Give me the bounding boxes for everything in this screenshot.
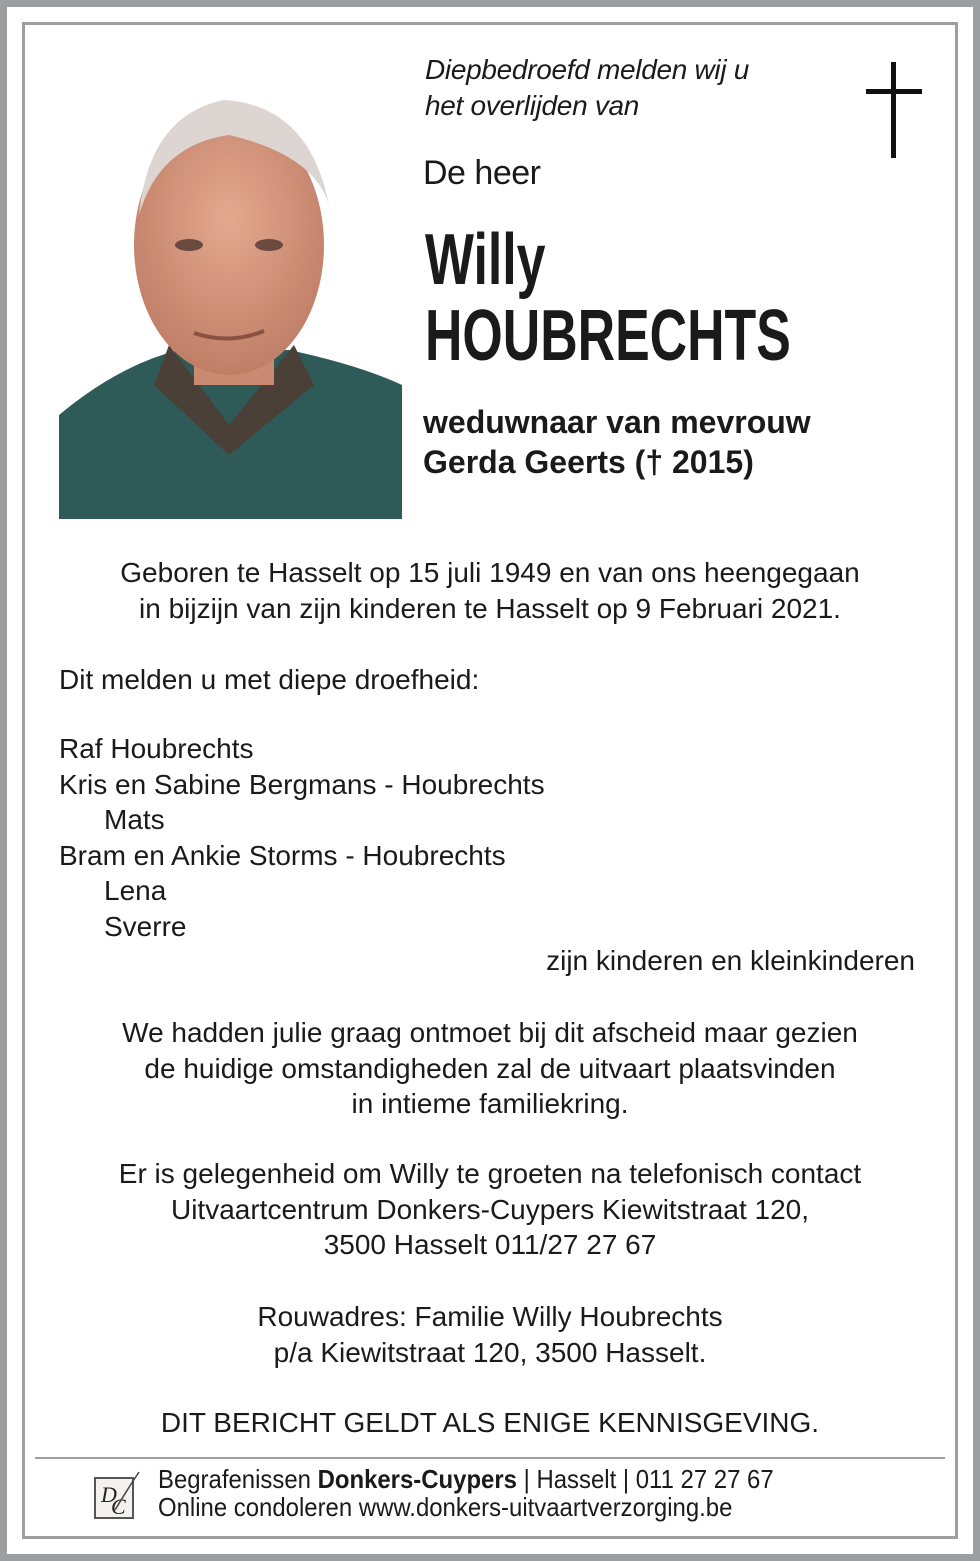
- widower-text: [423, 402, 811, 482]
- family-member: Sverre: [104, 910, 187, 942]
- footer-website: Online condoleren www.donkers-uitvaartverzorging.be: [158, 1492, 733, 1522]
- visit-line: 3500 Hasselt 011/27 27 67: [323, 1229, 657, 1260]
- birth-line: Geboren te Hasselt op 15 juli 1949 en van ons heengegaan: [120, 557, 860, 588]
- family-member: Kris en Sabine Bergmans - Houbrechts: [59, 768, 545, 800]
- visit-text: [22, 1156, 958, 1263]
- funeral-home-logo: [93, 1470, 143, 1522]
- ceremony-line: de huidige omstandigheden zal de uitvaart plaatsvinden: [144, 1052, 836, 1084]
- first-name: Willy: [425, 220, 546, 300]
- footer-contact: | Hasselt | 011 27 27 67: [516, 1464, 774, 1494]
- portrait-photo: [59, 95, 402, 519]
- ceremony-line: We hadden julie graag ontmoet bij dit afscheid maar gezien: [122, 1017, 858, 1048]
- widower-line: Gerda Geerts († 2015): [423, 444, 754, 480]
- family-list: [59, 731, 545, 944]
- footer-text: [158, 1465, 774, 1521]
- svg-text:D: D: [101, 1482, 117, 1507]
- address-line: Rouwadres: Familie Willy Houbrechts: [257, 1301, 723, 1332]
- footer-prefix: Begrafenissen: [158, 1464, 318, 1494]
- family-role: zijn kinderen en kleinkinderen: [546, 945, 915, 976]
- intro-text: [425, 52, 749, 124]
- footer-line-1: [158, 1465, 774, 1493]
- announce-text: Dit melden u met diepe droefheid:: [59, 664, 480, 695]
- ceremony-line: in intieme familiekring.: [351, 1088, 629, 1119]
- address-line: p/a Kiewitstraat 120, 3500 Hasselt.: [273, 1336, 707, 1368]
- visit-line: Uitvaartcentrum Donkers-Cuypers Kiewitstraat 120,: [170, 1193, 809, 1225]
- company-name: Donkers-Cuypers: [317, 1464, 517, 1494]
- footer-divider: [35, 1457, 945, 1459]
- family-member: Lena: [104, 875, 167, 906]
- family-member: Mats: [104, 804, 165, 835]
- svg-text:C: C: [111, 1494, 126, 1519]
- family-member: Bram en Ankie Storms - Houbrechts: [59, 839, 506, 871]
- birth-line: in bijzijn van zijn kinderen te Hasselt op 9 Februari 2021.: [139, 592, 841, 624]
- family-member: Raf Houbrechts: [59, 733, 254, 764]
- cross-icon: [866, 62, 922, 158]
- birth-death-text: [22, 555, 958, 626]
- visit-line: Er is gelegenheid om Willy te groeten na telefonisch contact: [118, 1158, 862, 1189]
- address-text: [22, 1299, 958, 1370]
- last-name: HOUBRECHTS: [425, 296, 791, 376]
- intro-line: Diepbedroefd melden wij u: [425, 54, 750, 85]
- widower-line: weduwnaar van mevrouw: [423, 404, 811, 440]
- notice-text: DIT BERICHT GELDT ALS ENIGE KENNISGEVING.: [160, 1407, 820, 1438]
- ceremony-text: [22, 1015, 958, 1122]
- intro-line: het overlijden van: [425, 90, 640, 121]
- honorific: De heer: [423, 154, 541, 192]
